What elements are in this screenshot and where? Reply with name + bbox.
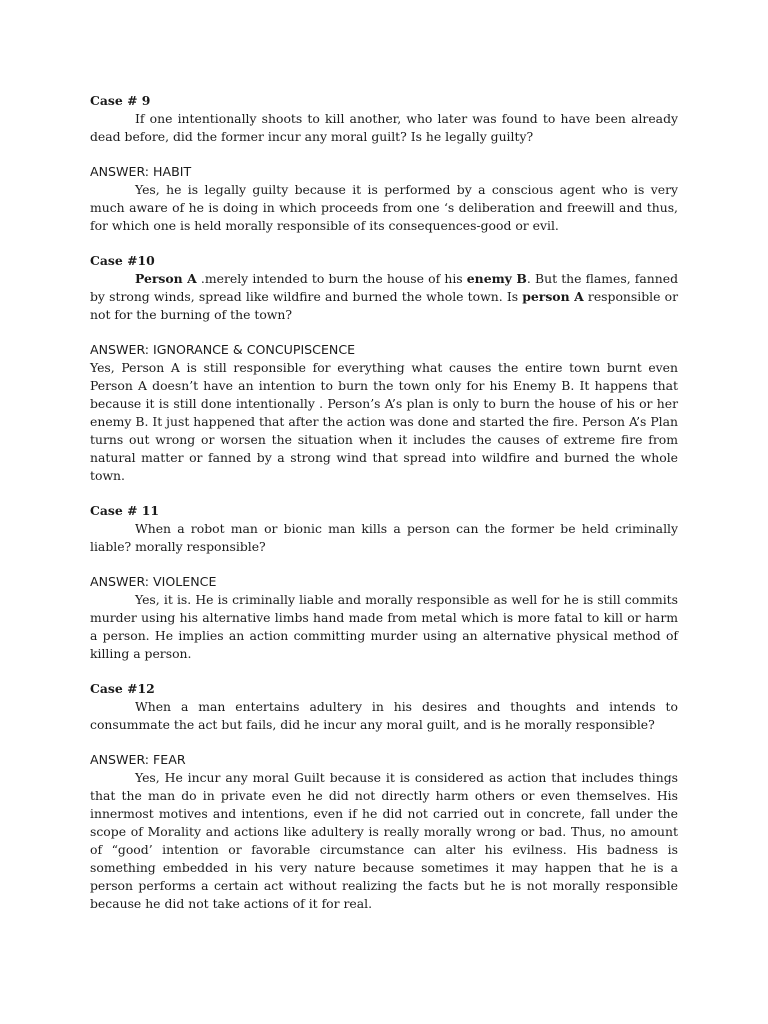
case-question: If one intentionally shoots to kill another, who later was found to have been already dead before, did the former incur any moral guilt? Is he legally guilty? (90, 111, 678, 144)
case-title: Case # 11 (90, 503, 160, 518)
case-12 (90, 680, 678, 734)
person-a-label: Person A (135, 271, 197, 286)
case-11 (90, 502, 678, 556)
case-title: Case #10 (90, 253, 155, 268)
answer-text: Yes, He incur any moral Guilt because it is considered as action that includes things that the man do in private even he did not directly harm others or even themselves. His innermost motives and intentions, even if he did not carried out in concrete, fall under the scope of Morality and actions like adultery is really morally wrong or bad. Thus, no amount of “good’ intention or favorable circumstance can alter his evilness. His badness is something embedded in his very nature because sometimes it may happen that he is a person performs a certain act without realizing the facts but he is not morally responsible because he did not take actions of it for real. (90, 770, 678, 911)
case-11-answer (90, 573, 678, 663)
enemy-b-label: enemy B (466, 271, 527, 286)
case-10-answer (90, 341, 678, 485)
case-question (90, 270, 678, 324)
case-title: Case # 9 (90, 93, 151, 108)
answer-heading: ANSWER: VIOLENCE (90, 574, 217, 589)
document-page (90, 92, 678, 930)
case-question: When a man entertains adultery in his desires and thoughts and intends to consummate the act but fails, did he incur any moral guilt, and is he morally responsible? (90, 699, 678, 732)
person-a-label: person A (522, 289, 584, 304)
case-12-answer (90, 751, 678, 913)
answer-heading: ANSWER: FEAR (90, 752, 186, 767)
answer-text: Yes, he is legally guilty because it is performed by a conscious agent who is very much aware of he is doing in which proceeds from one ‘s deliberation and freewill and thus, for which one is held morally responsible of its consequences-good or evil. (90, 182, 678, 233)
case-question: When a robot man or bionic man kills a person can the former be held criminally liable? morally responsible? (90, 521, 678, 554)
question-text-part: .merely intended to burn the house of his (196, 271, 467, 286)
answer-heading: ANSWER: HABIT (90, 164, 192, 179)
answer-text: Yes, Person A is still responsible for everything what causes the entire town burnt even Person A doesn’t have an intention to burn the town only for his Enemy B. It happens that because it is still done intentionally . Person’s A’s plan is only to burn the house of his or her enemy B. It just happened that after the action was done and started the fire. Person A’s Plan turns out wrong or worsen the situation when it includes the causes of extreme fire from natural matter or fanned by a strong wind that spread into wildfire and burned the whole town. (90, 360, 678, 483)
question-text-part: responsible or not for the burning of the town? (90, 289, 678, 322)
case-title: Case #12 (90, 681, 155, 696)
answer-heading: ANSWER: IGNORANCE & CONCUPISCENCE (90, 342, 356, 357)
case-9-answer (90, 163, 678, 235)
question-text-part: . But the flames, fanned by strong winds, spread like wildfire and burned the whole town. Is (90, 271, 679, 304)
case-9 (90, 92, 678, 146)
answer-text: Yes, it is. He is criminally liable and morally responsible as well for he is still commits murder using his alternative limbs hand made from metal which is more fatal to kill or harm a person. He implies an action committing murder using an alternative physical method of killing a person. (90, 592, 678, 661)
case-10 (90, 252, 678, 324)
